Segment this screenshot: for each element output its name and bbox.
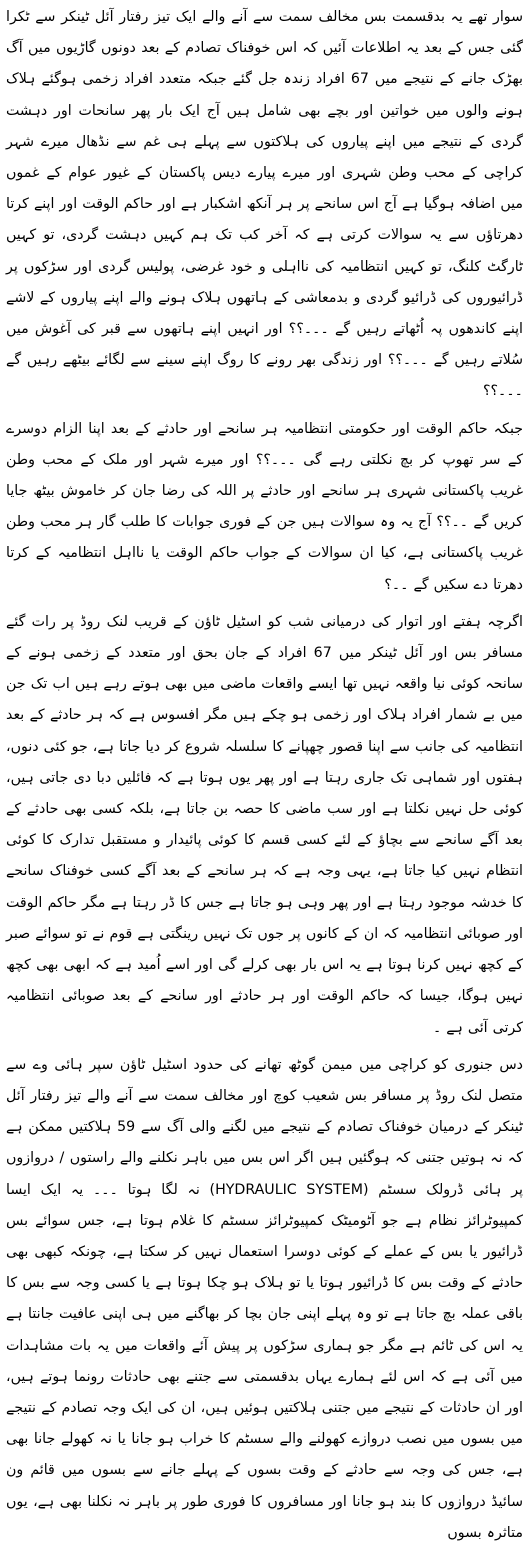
article-paragraph-3: اگرچہ ہفتے اور اتوار کی درمیانی شب کو اسٹیل ٹاؤن کے قریب لنک روڈ پر رات گئے مسافر بس اور آئل ٹینکر میں 67 افراد کے جان بحق اور متعدد کے زخمی ہونے کے سانحہ کوئی نیا واقعہ نہیں تھا ایسے واقعات ماضی میں بھی ہوتے رہے ہیں اب تک جن میں بے شمار افراد ہلاک اور زخمی ہو چکے ہیں مگر افسوس ہے کہ ہر حادثے کے بعد انتظامیہ کی جانب سے اپنا قصور چھپانے کا سلسلہ شروع کر دیا جاتا ہے، جو کئی دنوں، ہفتوں اور شماہی تک جاری رہتا ہے اور پھر یوں ہوتا ہے کہ فائلیں دبا دی جاتی ہیں، کوئی حل نہیں نکلتا ہے اور سب ماضی کا حصہ بن جاتا ہے، بلکہ کسی بھی حادثے کے بعد آگے سانحے سے بچاؤ کے لئے کسی قسم کا کوئی پائیدار و مستقبل تدارک کا کوئی انتظام نہیں کیا جاتا ہے، یہی وجہ ہے کہ ہر سانحے کے بعد آگے کسی خوفناک سانحے کا خدشہ موجود رہتا ہے اور پھر وہی ہو جاتا ہے جس کا ڈر رہتا ہے مگر حاکم الوقت اور صوبائی انتظامیہ کہ ان کے کانوں پر جوں تک نہیں رینگتی ہے قوم نے تو سوائے صبر کے کچھ نہیں کرنا ہوتا ہے یہ اس بار بھی کرلے گی اور اسے اُمید ہے کہ ابھی بھی کچھ نہیں ہوگا، جیسا کہ حاکم الوقت اور ہر حادثے اور سانحے کے بعد صوبائی انتظامیہ کرتی آئی ہے ۔	[6, 613, 524, 1036]
article-paragraph-1: سوار تھے یہ بدقسمت بس مخالف سمت سے آنے والے ایک تیز رفتار آئل ٹینکر سے ٹکرا گئی جس کے بعد یہ اطلاعات آئیں کہ اس خوفناک تصادم کے بعد دونوں گاڑیوں میں آگ بھڑک جانے کے نتیجے میں 67 افراد زندہ جل گئے جبکہ متعدد افراد زخمی ہوگئے ہلاک ہونے والوں میں خواتین اور بچے بھی شامل ہیں آج ایک بار پھر سانحات اور دہشت گردی کے نتیجے میں اپنے پیاروں کی ہلاکتوں سے پہلے ہی غم سے نڈھال میرے شہر کراچی کے محب وطن شہری اور میرے پیارے دیس پاکستان کے غیور عوام کے غموں میں اضافہ ہوگیا ہے آج اس سانحے پر ہر آنکھ اشکبار ہے اور حاکم الوقت اور اپنے کرتا دھرتاؤں سے یہ سوالات کرتی ہے کہ آخر کب تک ہم کہیں دہشت گردی، تو کہیں ٹارگٹ کلنگ، تو کہیں انتظامیہ کی نااہلی و خود غرضی، پولیس گردی اور سڑکوں پر ڈرائیوروں کی ڈرائیو گردی و بدمعاشی کے ہاتھوں ہلاک ہونے والے اپنے پیاروں کے لاشے اپنے کاندھوں پہ اُٹھاتے رہیں گے ۔۔۔؟؟ اور انہیں اپنے ہاتھوں سے قبر کی آغوش میں سُلاتے رہیں گے ۔۔۔؟؟ اور زندگی بھر رونے کا روگ اپنے سینے سے لگائے بیٹھے رہیں گے ۔۔۔؟؟	[6, 9, 523, 400]
article-paragraph-4: دس جنوری کو کراچی میں میمن گوٹھ تھانے کی حدود اسٹیل ٹاؤن سپر ہائی وے سے متصل لنک روڈ پر مسافر بس شعیب کوچ اور مخالف سمت سے آنے والے تیز رفتار آئل ٹینکر کے درمیان خوفناک تصادم کے نتیجے میں لگنے والی آگ سے 59 ہلاکتیں ممکن ہے کہ نہ ہوتیں جتنی کہ ہوگئیں ہیں اگر اس بس میں باہر نکلنے والے راستوں / دروازوں پر ہائی ڈرولک سسٹم (HYDRAULIC SYSTEM) نہ لگا ہوتا ۔۔۔ یہ ایک ایسا کمپیوٹرائز نظام ہے جو آٹومیٹک کمپیوٹرائز سسٹم کا غلام ہوتا ہے، جس سوائے بس ڈرائیور یا بس کے عملے کے کوئی دوسرا استعمال نہیں کر سکتا ہے، چونکہ کبھی بھی حادثے کے وقت بس کا ڈرائیور ہوتا یا تو ہلاک ہو چکا ہوتا ہے یا کسی وجہ سے بس کا باقی عملہ بچ جاتا ہے تو وہ پہلے اپنی جان بچا کر بھاگنے میں ہی اپنی عافیت جانتا ہے یہ اس کی ٹائم ہے مگر جو ہماری سڑکوں پر پیش آئے واقعات میں یہ بات مشاہدات میں آئی ہے کہ اس لئے ہمارے یہاں بدقسمتی سے جتنے بھی حادثات رونما ہوتے ہیں، اور ان حادثات کے نتیجے میں جتنی ہلاکتیں ہوئیں ہیں، ان کی ایک وجہ تصادم کے نتیجے میں بسوں میں نصب دروازے کھولنے والے سسٹم کا خراب ہو جانا یا نہ کھولے جانا بھی ہے، جس کی وجہ سے حادثے کے وقت بسوں کے پہلے جانے سے بسوں میں قائم ون سائیڈ دروازوں کا بند ہو جانا اور مسافروں کا فوری طور پر باہر نہ نکلنا بھی ہے، یوں متاثرہ بسوں	[6, 1056, 523, 1541]
article-paragraph-2: جبکہ حاکم الوقت اور حکومتی انتظامیہ ہر سانحے اور حادثے کے بعد اپنا الزام دوسرے کے سر تھوپ کر بچ نکلتی رہے گی ۔۔۔؟؟ اور میرے شہر اور ملک کے محب وطن غریب پاکستانی شہری ہر سانحے اور حادثے پر اللہ کی رضا جان کر خاموش بیٹھ جایا کریں گے ۔۔؟؟ آج یہ وہ سوالات ہیں جن کے فوری جوابات کا طلب گار ہر محب وطن غریب پاکستانی ہے، کیا ان سوالات کے جواب حاکم الوقت یا نااہل انتظامیہ کے کرتا دھرتا دے سکیں گے ۔۔؟	[6, 420, 523, 593]
